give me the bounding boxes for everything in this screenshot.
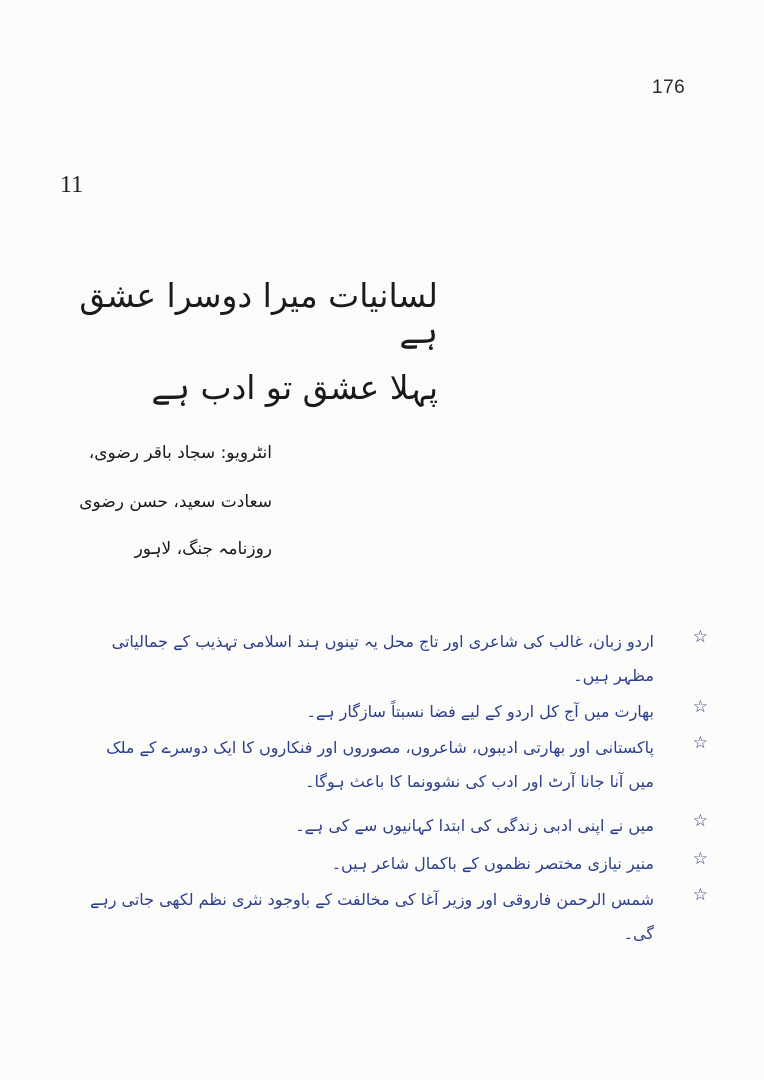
list-item: [76, 625, 708, 693]
star-outline-icon: ☆: [692, 733, 708, 753]
star-outline-icon: ☆: [692, 849, 708, 869]
point-text: پاکستانی اور بھارتی ادیبوں، شاعروں، مصوروں اور فنکاروں کا ایک دوسرے کے ملک میں آنا جانا آرٹ اور ادب کی نشوونما کا باعث ہوگا۔: [106, 738, 654, 791]
point-text: میں نے اپنی ادبی زندگی کی ابتدا کہانیوں سے کی ہے۔: [295, 816, 654, 835]
star-outline-icon: ☆: [692, 811, 708, 831]
star-outline-icon: ☆: [692, 627, 708, 647]
star-outline-icon: ☆: [692, 885, 708, 905]
list-item: [76, 883, 708, 951]
interviewer-line: انٹرویو: سجاد باقر رضوی،: [88, 443, 272, 463]
point-text: شمس الرحمن فاروقی اور وزیر آغا کی مخالفت کے باوجود نثری نظم لکھی جاتی رہے گی۔: [89, 890, 654, 943]
title-line-2: پہلا عشق تو ادب ہے: [151, 368, 438, 407]
list-item: [76, 731, 708, 799]
chapter-number: 11: [60, 172, 84, 198]
key-points-list: [76, 625, 708, 951]
list-item: [76, 847, 708, 881]
point-text: اردو زبان، غالب کی شاعری اور تاج محل یہ تینوں ہند اسلامی تہذیب کے جمالیاتی مظہر ہیں۔: [111, 632, 654, 685]
point-text: منیر نیازی مختصر نظموں کے باکمال شاعر ہیں۔: [331, 854, 654, 873]
star-outline-icon: ☆: [692, 697, 708, 717]
list-item: [76, 809, 708, 843]
source-line: روزنامہ جنگ، لاہور: [134, 539, 272, 559]
point-text: بھارت میں آج کل اردو کے لیے فضا نسبتاً سازگار ہے۔: [306, 702, 654, 721]
title-line-1: لسانیات میرا دوسرا عشق ہے: [79, 276, 438, 352]
list-item: [76, 695, 708, 729]
page-number: 176: [652, 77, 686, 98]
interviewer-names-line: سعادت سعید، حسن رضوی: [79, 492, 272, 512]
